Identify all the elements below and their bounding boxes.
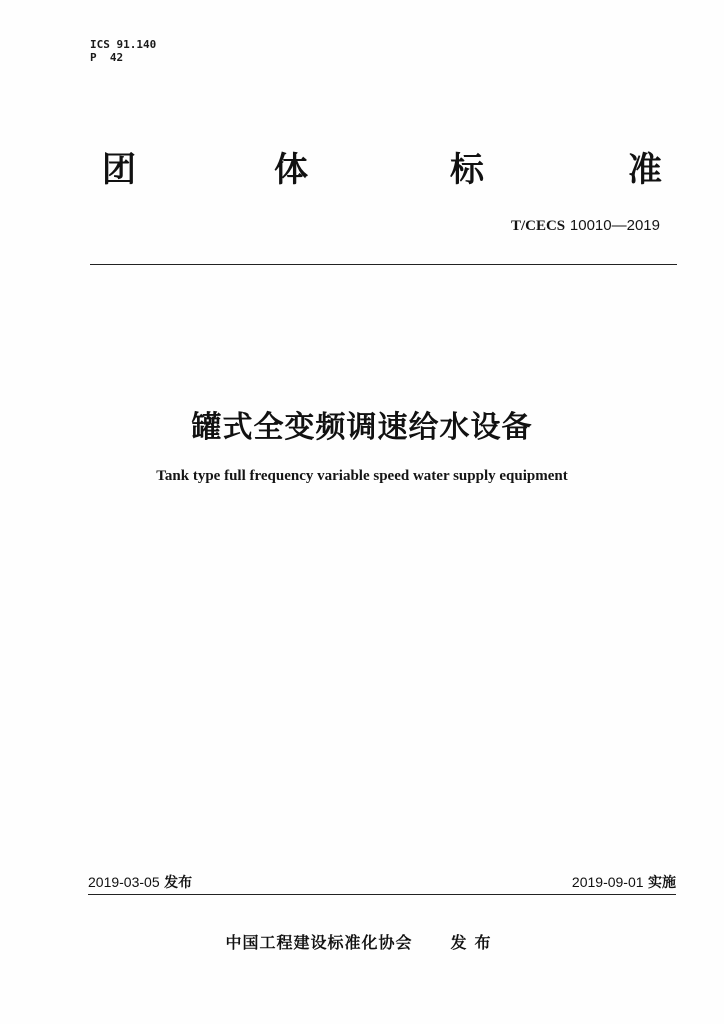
implementation-date-value: 2019-09-01 [571,874,644,890]
publisher-action: 发布 [450,933,499,952]
standard-type-char-3: 标 [450,150,484,190]
issue-date [88,872,192,892]
standard-number-value: 10010—2019 [569,217,660,234]
implementation-date [572,872,676,892]
issue-date-label: 发布 [164,875,193,891]
standard-type-char-4: 准 [628,150,662,190]
issue-date-value: 2019-03-05 [88,874,160,890]
bottom-divider [88,894,676,895]
english-title: Tank type full frequency variable speed water supply equipment [156,468,568,484]
standard-number [511,216,660,235]
publisher-line [0,930,724,953]
classification-codes [90,38,156,64]
dates-row [88,872,676,894]
implementation-date-label: 实施 [648,875,676,891]
chinese-title: 罐式全变频调速给水设备 [191,410,533,445]
ccs-code: P 42 [90,51,124,64]
top-divider [90,264,677,265]
ics-code: ICS 91.140 [90,38,157,51]
standard-type-char-2: 体 [274,150,308,190]
standard-number-prefix: T/CECS [510,218,566,234]
publisher-organization: 中国工程建设标准化协会 [225,933,413,952]
standard-type-char-1: 团 [102,150,136,190]
standard-type-heading [92,142,672,192]
